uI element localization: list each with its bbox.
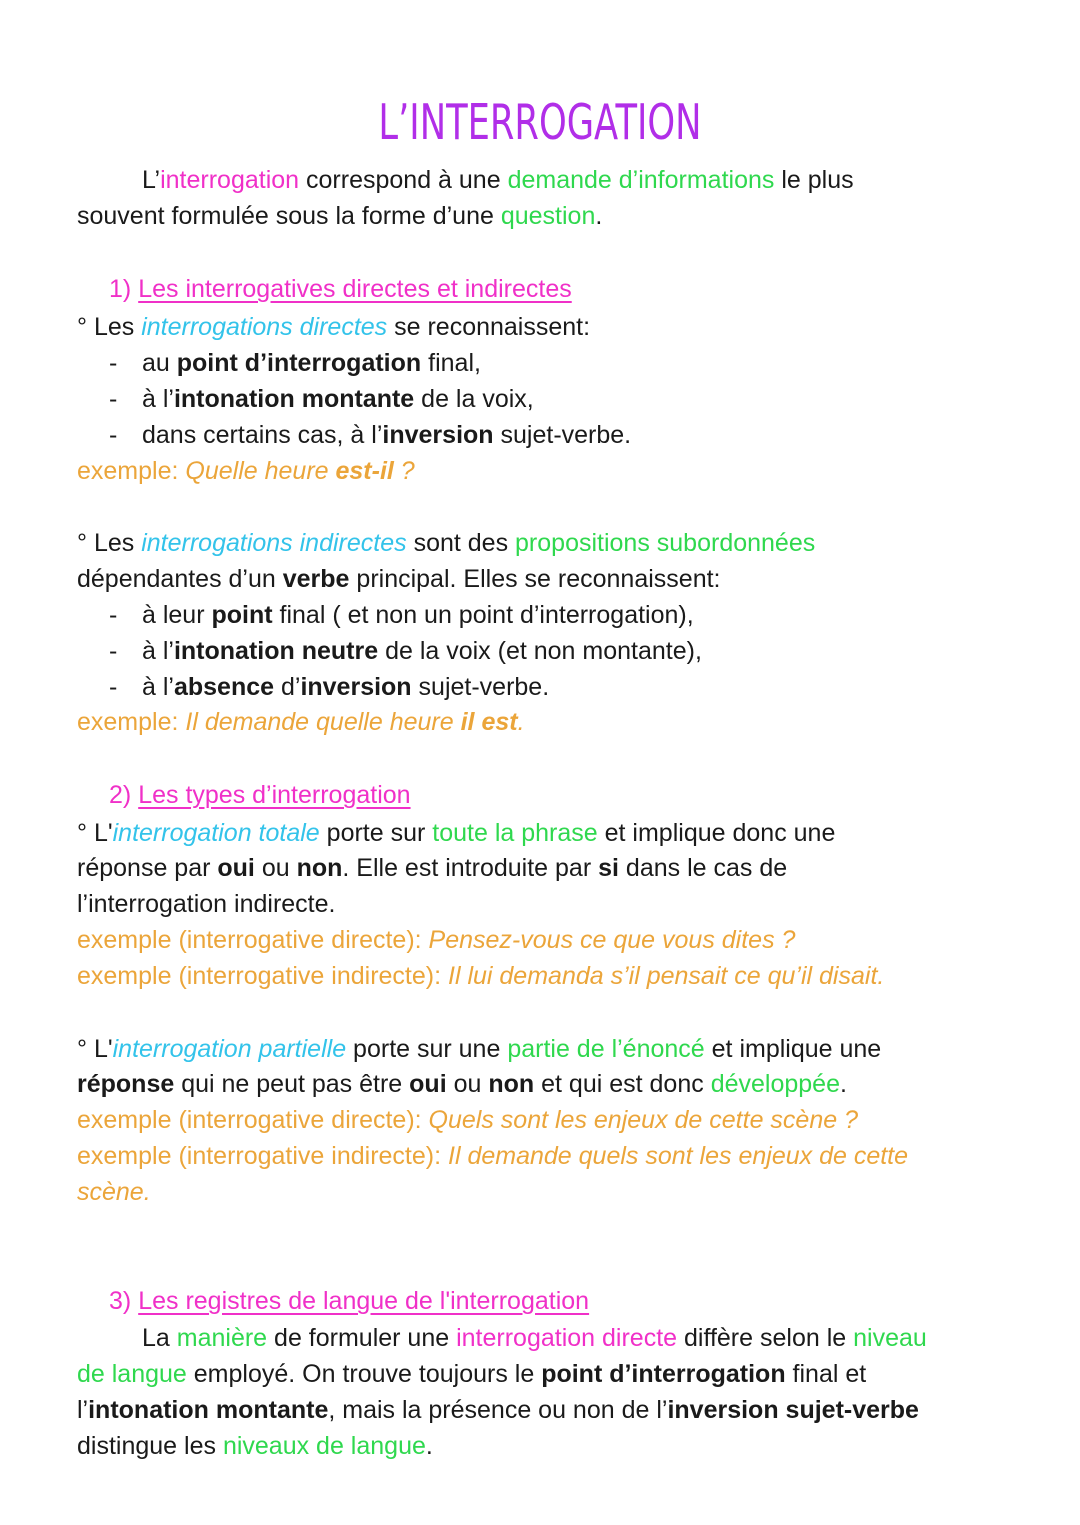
example-totale-direct: exemple (interrogative directe): Pensez-vous ce que vous dites ?: [77, 926, 796, 954]
direct-intro: ° Les interrogations directes se reconnaissent:: [77, 313, 591, 341]
section-2-heading: 2) Les types d’interrogation: [109, 781, 411, 809]
list-item: - à leur point final ( et non un point d’interrogation),: [109, 601, 694, 629]
partielle-line-2: réponse qui ne peut pas être oui ou non et qui est donc développée.: [77, 1070, 847, 1098]
intro-line-1: L’interrogation correspond à une demande d’informations le plus: [142, 166, 854, 194]
list-item: - dans certains cas, à l’inversion sujet-verbe.: [109, 421, 632, 449]
partielle-line-1: ° L'interrogation partielle porte sur une partie de l’énoncé et implique une: [77, 1035, 882, 1063]
indirect-intro-2: dépendantes d’un verbe principal. Elles se reconnaissent:: [77, 565, 721, 593]
list-item: - au point d’interrogation final,: [109, 349, 481, 377]
registres-line-3: l’intonation montante, mais la présence ou non de l’inversion sujet-verbe: [77, 1396, 919, 1424]
indirect-intro: ° Les interrogations indirectes sont des propositions subordonnées: [77, 529, 816, 557]
page-title: L’INTERROGATION: [378, 94, 702, 151]
registres-line-4: distingue les niveaux de langue.: [77, 1432, 433, 1460]
list-item: - à l’absence d’inversion sujet-verbe.: [109, 673, 550, 701]
section-3-heading: 3) Les registres de langue de l'interrogation: [109, 1287, 590, 1315]
totale-line-1: ° L'interrogation totale porte sur toute la phrase et implique donc une: [77, 819, 836, 847]
example-totale-indirect: exemple (interrogative indirecte): Il lui demanda s’il pensait ce qu’il disait.: [77, 962, 885, 990]
example-direct: exemple: Quelle heure est-il ?: [77, 457, 415, 485]
example-indirect: exemple: Il demande quelle heure il est.: [77, 708, 525, 736]
example-partielle-indirect: exemple (interrogative indirecte): Il demande quels sont les enjeux de cette: [77, 1142, 909, 1170]
section-1-heading: 1) Les interrogatives directes et indirectes: [109, 275, 572, 303]
registres-line-2: de langue employé. On trouve toujours le point d’interrogation final et: [77, 1360, 867, 1388]
totale-line-2: réponse par oui ou non. Elle est introduite par si dans le cas de: [77, 854, 788, 882]
list-item: - à l’intonation montante de la voix,: [109, 385, 534, 413]
registres-line-1: La manière de formuler une interrogation directe diffère selon le niveau: [142, 1324, 927, 1352]
totale-line-3: l’interrogation indirecte.: [77, 890, 336, 918]
example-partielle-direct: exemple (interrogative directe): Quels sont les enjeux de cette scène ?: [77, 1106, 858, 1134]
intro-line-2: souvent formulée sous la forme d’une question.: [77, 202, 603, 230]
example-partielle-indirect-2: scène.: [77, 1178, 151, 1206]
list-item: - à l’intonation neutre de la voix (et non montante),: [109, 637, 702, 665]
